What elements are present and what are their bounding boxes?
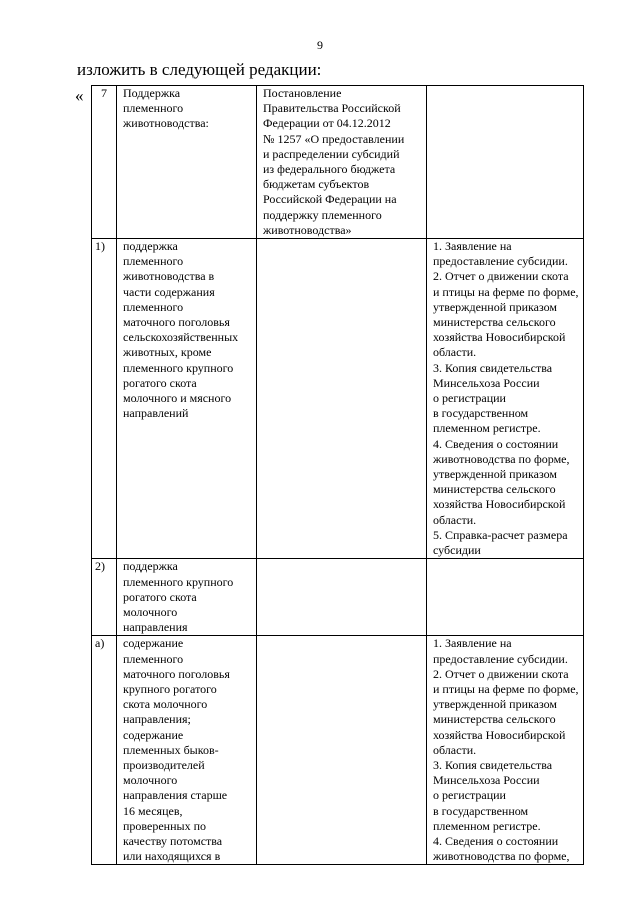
cell-text-line: животноводства» xyxy=(263,222,352,237)
cell-text-line: в государственном xyxy=(433,803,529,818)
cell-text-line: предоставление субсидии. xyxy=(433,651,568,666)
cell-text-line: № 1257 «О предоставлении xyxy=(263,131,405,146)
row-number-cell xyxy=(92,559,117,636)
cell-text-line: качеству потомства xyxy=(123,833,223,848)
required-documents-cell xyxy=(427,636,584,865)
cell-text-line: молочного xyxy=(123,773,178,788)
cell-text-line: утвержденной приказом xyxy=(433,299,558,314)
row-number-cell xyxy=(92,239,117,559)
cell-text-line: поддержка xyxy=(123,239,178,254)
cell-text-line: хозяйства Новосибирской xyxy=(433,497,566,512)
cell-text-line: утвержденной приказом xyxy=(433,467,558,482)
cell-text-line: племенного крупного xyxy=(123,574,234,589)
legal-act-cell xyxy=(257,86,427,239)
cell-text-line: крупного рогатого xyxy=(123,681,217,696)
intro-text: изложить в следующей редакции: xyxy=(77,60,322,79)
cell-text-line: молочного xyxy=(123,604,178,619)
cell-text-line: в государственном xyxy=(433,406,529,421)
cell-text-line: бюджетам субъектов xyxy=(263,177,370,192)
cell-text-line: маточного поголовья xyxy=(123,666,230,681)
cell-text-line: Минсельхоза России xyxy=(433,375,540,390)
cell-text-line: или находящихся в xyxy=(123,849,221,864)
cell-text-line: племенного xyxy=(123,101,184,116)
cell-text-line: племенного xyxy=(123,254,184,269)
cell-text-line: животноводства: xyxy=(123,116,209,131)
measure-name-cell xyxy=(117,559,257,636)
required-documents-cell xyxy=(427,239,584,559)
cell-text-line: 1. Заявление на xyxy=(433,636,512,651)
cell-text-line: утвержденной приказом xyxy=(433,697,558,712)
required-documents-cell xyxy=(427,559,584,636)
cell-text-line: области. xyxy=(433,742,477,757)
cell-text-line: направления старше xyxy=(123,788,228,803)
cell-text-line: 4. Сведения о состоянии xyxy=(433,833,559,848)
table-row xyxy=(92,559,584,636)
cell-text-line: животных, кроме xyxy=(123,345,212,360)
cell-text-line: направления; xyxy=(123,712,191,727)
cell-text-line: сельскохозяйственных xyxy=(123,330,239,345)
row-number: 1) xyxy=(95,239,105,254)
legal-act-cell xyxy=(257,239,427,559)
cell-text-line: рогатого скота xyxy=(123,375,197,390)
cell-text-line: 3. Копия свидетельства xyxy=(433,757,553,772)
cell-text-line: области. xyxy=(433,345,477,360)
measure-name-cell xyxy=(117,636,257,865)
page-number: 9 xyxy=(317,38,323,52)
cell-text-line: производителей xyxy=(123,757,205,772)
row-number: а) xyxy=(95,636,105,651)
cell-text-line: племенном регистре. xyxy=(433,421,541,436)
cell-text-line: и птицы на ферме по форме, xyxy=(433,681,579,696)
cell-text-line: Постановление xyxy=(263,86,342,100)
table-row xyxy=(92,636,584,865)
cell-text-line: поддержку племенного xyxy=(263,207,382,222)
subsidy-documents-table xyxy=(91,85,584,865)
cell-text-line: животноводства в xyxy=(123,269,215,284)
cell-text-line: содержание xyxy=(123,636,184,651)
cell-text-line: проверенных по xyxy=(123,818,206,833)
cell-text-line: Российской Федерации на xyxy=(263,192,397,207)
cell-text-line: и распределении субсидий xyxy=(263,146,400,161)
row-number-cell xyxy=(92,86,117,239)
cell-text-line: 2. Отчет о движении скота xyxy=(433,666,569,681)
legal-act-cell xyxy=(257,559,427,636)
cell-text-line: Правительства Российской xyxy=(263,101,401,116)
cell-text-line: скота молочного xyxy=(123,697,208,712)
cell-text-line: 16 месяцев, xyxy=(123,803,183,818)
required-documents-cell xyxy=(427,86,584,239)
row-number: 2) xyxy=(95,559,105,574)
table-row xyxy=(92,86,584,239)
cell-text-line: о регистрации xyxy=(433,788,506,803)
cell-text-line: маточного поголовья xyxy=(123,315,230,330)
cell-text-line: о регистрации xyxy=(433,391,506,406)
cell-text-line: министерства сельского xyxy=(433,712,556,727)
cell-text-line: Поддержка xyxy=(123,86,181,100)
cell-text-line: Федерации от 04.12.2012 xyxy=(263,116,391,131)
cell-text-line: части содержания xyxy=(123,284,215,299)
cell-text-line: молочного и мясного xyxy=(123,391,232,406)
legal-act-cell xyxy=(257,636,427,865)
cell-text-line: хозяйства Новосибирской xyxy=(433,727,566,742)
cell-text-line: хозяйства Новосибирской xyxy=(433,330,566,345)
cell-text-line: области. xyxy=(433,512,477,527)
cell-text-line: племенного крупного xyxy=(123,360,234,375)
cell-text-line: поддержка xyxy=(123,559,178,574)
cell-text-line: 5. Справка-расчет размера xyxy=(433,527,568,542)
measure-name-cell xyxy=(117,86,257,239)
cell-text-line: содержание xyxy=(123,727,184,742)
cell-text-line: племенном регистре. xyxy=(433,818,541,833)
cell-text-line: племенного xyxy=(123,299,184,314)
cell-text-line: 3. Копия свидетельства xyxy=(433,360,553,375)
cell-text-line: Минсельхоза России xyxy=(433,773,540,788)
cell-text-line: направлений xyxy=(123,406,189,421)
cell-text-line: направления xyxy=(123,620,188,635)
cell-text-line: 4. Сведения о состоянии xyxy=(433,436,559,451)
cell-text-line: животноводства по форме, xyxy=(433,451,570,466)
cell-text-line: 1. Заявление на xyxy=(433,239,512,254)
cell-text-line: министерства сельского xyxy=(433,482,556,497)
row-number-cell xyxy=(92,636,117,865)
cell-text-line: рогатого скота xyxy=(123,589,197,604)
table-row xyxy=(92,239,584,559)
cell-text-line: 2. Отчет о движении скота xyxy=(433,269,569,284)
measure-name-cell xyxy=(117,239,257,559)
cell-text-line: субсидии xyxy=(433,543,481,558)
row-number: 7 xyxy=(101,86,107,100)
cell-text-line: и птицы на ферме по форме, xyxy=(433,284,579,299)
cell-text-line: племенного xyxy=(123,651,184,666)
cell-text-line: министерства сельского xyxy=(433,315,556,330)
cell-text-line: предоставление субсидии. xyxy=(433,254,568,269)
cell-text-line: из федерального бюджета xyxy=(263,162,396,177)
cell-text-line: животноводства по форме, xyxy=(433,849,570,864)
cell-text-line: племенных быков- xyxy=(123,742,219,757)
opening-quote: « xyxy=(75,86,84,105)
